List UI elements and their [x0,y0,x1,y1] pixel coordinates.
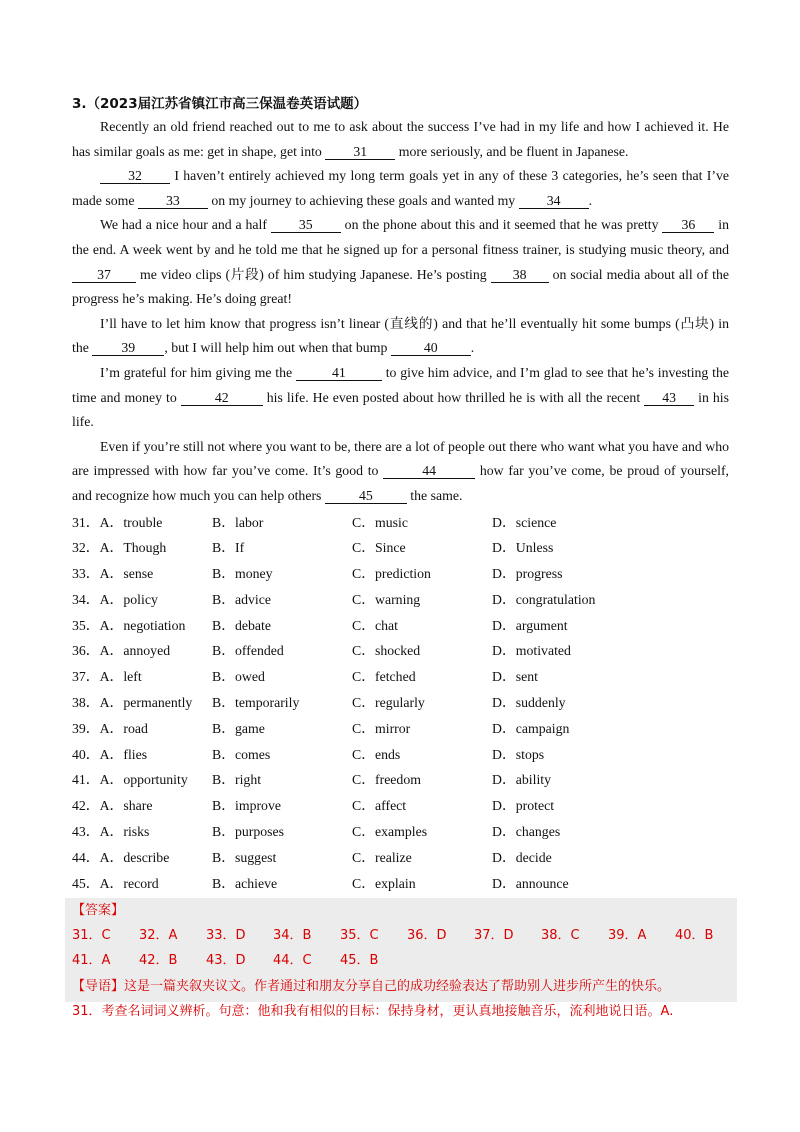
option-row-33 [72,561,729,587]
option-c: C．freedom [352,772,421,788]
option-d: D．decide [492,849,552,865]
option-c: C．explain [352,875,416,891]
option-c: C．prediction [352,566,431,582]
blank-44: 44 [383,463,475,479]
option-a: 37．A．left [72,669,142,685]
blank-45: 45 [325,488,407,504]
option-a: 39．A．road [72,720,148,736]
answer-item: 37．D [474,928,514,943]
option-d: D．protect [492,798,555,814]
option-a: 34．A．policy [72,591,158,607]
paragraph-5: I’m grateful for him giving me the 41 to give him advice, and I’m glad to see that he’s investing the time and money to 42 his life. He even posted about how thrilled he is with all the recent 43 in his life. [72,364,730,430]
option-b: B．comes [212,746,271,762]
option-a: 31．A．trouble [72,514,163,530]
answer-item: 40．B [675,928,714,943]
blank-37: 37 [72,267,136,283]
option-a: 44．A．describe [72,849,170,865]
answer-item: 35．C [340,928,379,943]
option-b: B．right [212,772,262,788]
answer-item: 38．C [541,928,580,943]
option-c: C．mirror [352,720,411,736]
option-b: B．If [212,540,245,556]
option-d: D．campaign [492,720,570,736]
option-c: C．shocked [352,643,421,659]
option-d: D．stops [492,746,545,762]
option-b: B．offended [212,643,284,659]
answer-row-1 [72,923,742,949]
option-row-44 [72,845,729,871]
option-d: D．Unless [492,540,554,556]
option-d: D．announce [492,875,569,891]
answer-item: 33．D [206,928,246,943]
blank-34: 34 [519,193,589,209]
explanation-31: 31．考查名词词义辨析。句意：他和我有相似的目标：保持身材，更认真地接触音乐，流利地说日语。A. [72,1004,674,1019]
option-a: 38．A．permanently [72,695,193,711]
blank-36: 36 [662,217,714,233]
option-b: B．money [212,566,273,582]
option-a: 32．A．Though [72,540,167,556]
option-a: 36．A．annoyed [72,643,171,659]
option-b: B．achieve [212,875,278,891]
answer-item: 44．C [273,953,312,968]
option-d: D．progress [492,566,563,582]
answer-item: 36．D [407,928,447,943]
answer-item: 32．A [139,928,178,943]
option-row-45 [72,871,729,897]
option-d: D．argument [492,617,568,633]
blank-42: 42 [181,390,263,406]
option-a: 43．A．risks [72,824,150,840]
option-c: C．warning [352,591,421,607]
option-b: B．improve [212,798,281,814]
option-c: C．examples [352,824,428,840]
option-a: 35．A．negotiation [72,617,186,633]
option-row-35 [72,613,729,639]
option-b: B．debate [212,617,272,633]
answer-row-2 [72,948,407,974]
option-a: 41．A．opportunity [72,772,188,788]
answer-item: 39．A [608,928,647,943]
option-b: B．suggest [212,849,277,865]
option-row-39 [72,716,729,742]
option-b: B．owed [212,669,265,685]
option-c: C．music [352,514,408,530]
answer-item: 42．B [139,953,178,968]
option-row-41 [72,767,729,793]
guide-intro: 【导语】这是一篇夹叙夹议文。作者通过和朋友分享自己的成功经验表达了帮助别人进步所产生的快乐。 [72,979,671,994]
option-d: D．ability [492,772,552,788]
blank-38: 38 [491,267,549,283]
answer-item: 41．A [72,953,111,968]
blank-33: 33 [138,193,208,209]
option-d: D．sent [492,669,538,685]
option-b: B．game [212,720,265,736]
answer-item: 34．B [273,928,312,943]
paragraph-6: Even if you’re still not where you want to be, there are a lot of people out there who want what you have and who are impressed with how far you’ve come. It’s good to 44 how far you’ve come, be proud of yourself, and recognize how much you can help others 45 the same. [72,438,729,503]
option-row-42 [72,793,729,819]
option-d: D．changes [492,824,561,840]
blank-31: 31 [325,144,395,160]
option-b: B．labor [212,514,264,530]
option-row-37 [72,664,729,690]
option-a: 33．A．sense [72,566,154,582]
option-c: C．chat [352,617,398,633]
paragraph-3: We had a nice hour and a half 35 on the phone about this and it seemed that he was pretty 36 in the end. A week went by and he told me that he signed up for a personal fitness trainer, is studying music theory, and 37 me video clips (片段) of him studying Japanese. He’s posting 38 on social media about all of the progress he’s making. He’s doing great! [72,217,729,307]
blank-39: 39 [92,340,164,356]
option-c: C．regularly [352,695,425,711]
answer-label: 【答案】 [72,903,125,918]
blank-40: 40 [391,340,471,356]
option-a: 45．A．record [72,875,159,891]
blank-32: 32 [100,168,170,184]
blank-43: 43 [644,390,694,406]
option-a: 40．A．flies [72,746,148,762]
answer-item: 43．D [206,953,246,968]
option-d: D．motivated [492,643,571,659]
option-d: D．science [492,514,557,530]
option-a: 42．A．share [72,798,153,814]
question-heading: 3.（2023届江苏省镇江市高三保温卷英语试题） [72,96,368,112]
option-b: B．temporarily [212,695,300,711]
option-c: C．affect [352,798,407,814]
paragraph-4: I’ll have to let him know that progress isn’t linear (直线的) and that he’ll eventually hit some bumps (凸块) in the 39 , but I will help him out when that bump 40 . [72,315,729,356]
option-row-32 [72,535,729,561]
option-c: C．realize [352,849,412,865]
option-c: C．ends [352,746,401,762]
option-b: B．advice [212,591,272,607]
option-row-36 [72,638,729,664]
option-row-38 [72,690,729,716]
passage-content [72,93,729,896]
option-d: D．suddenly [492,695,566,711]
options-list [72,510,729,897]
option-d: D．congratulation [492,591,596,607]
option-row-31 [72,510,729,536]
option-row-34 [72,587,729,613]
option-b: B．purposes [212,824,285,840]
answer-item: 45．B [340,953,379,968]
option-row-40 [72,742,729,768]
answer-item: 31．C [72,928,111,943]
blank-41: 41 [296,365,382,381]
option-row-43 [72,819,729,845]
paragraph-2: 32 I haven’t entirely achieved my long term goals yet in any of these 3 categories, he’s seen that I’ve made some 33 on my journey to achieving these goals and wanted my 34 . [72,168,729,208]
paragraph-1: Recently an old friend reached out to me to ask about the success I’ve had in my life and how I achieved it. He has similar goals as me: get in shape, get into 31 more seriously, and be fluent in Japanese. [72,119,729,159]
option-c: C．fetched [352,669,416,685]
blank-35: 35 [271,217,341,233]
option-c: C．Since [352,540,406,556]
